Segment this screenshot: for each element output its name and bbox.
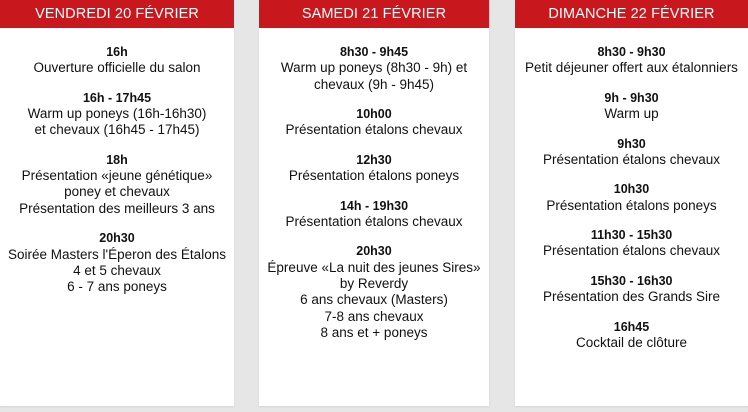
event-description: 4 et 5 chevaux bbox=[73, 262, 161, 278]
event-description: Cocktail de clôture bbox=[575, 334, 688, 350]
event-description: Présentation étalons chevaux bbox=[285, 122, 463, 138]
event-time: 10h00 bbox=[356, 107, 392, 122]
event-description: 6 - 7 ans poneys bbox=[67, 279, 167, 295]
event-description: Présentation étalons chevaux bbox=[542, 151, 721, 167]
day-header: SAMEDI 21 FÉVRIER bbox=[259, 0, 489, 28]
schedule-event bbox=[515, 273, 748, 306]
day-events bbox=[0, 28, 234, 295]
event-description: Présentation étalons chevaux bbox=[285, 213, 463, 229]
event-description: Présentation «jeune génétique» bbox=[21, 168, 213, 184]
event-description: Présentation étalons chevaux bbox=[542, 243, 721, 259]
day-card-friday bbox=[0, 0, 234, 406]
event-description: Petit déjeuner offert aux étalonniers bbox=[525, 60, 738, 76]
event-description: Présentation étalons poneys bbox=[546, 197, 717, 213]
event-time: 12h30 bbox=[356, 152, 392, 167]
event-time: 9h - 9h30 bbox=[604, 90, 659, 105]
event-description: 6 ans chevaux (Masters) bbox=[300, 292, 448, 308]
day-header: DIMANCHE 22 FÉVRIER bbox=[515, 0, 748, 28]
event-time: 16h45 bbox=[613, 319, 650, 334]
event-description: 7-8 ans chevaux bbox=[324, 308, 424, 324]
schedule-event bbox=[515, 90, 748, 123]
day-header: VENDREDI 20 FÉVRIER bbox=[0, 0, 234, 28]
schedule-event bbox=[0, 90, 234, 139]
event-description: 8 ans et + poneys bbox=[320, 324, 428, 340]
event-time: 18h bbox=[106, 152, 128, 167]
event-time: 16h bbox=[106, 45, 128, 59]
event-description: Présentation des meilleurs 3 ans bbox=[19, 200, 215, 216]
day-card-saturday bbox=[259, 0, 489, 406]
schedule-event bbox=[515, 136, 748, 169]
event-time: 20h30 bbox=[356, 244, 392, 259]
event-description: Ouverture officielle du salon bbox=[33, 60, 201, 76]
event-description: chevaux (9h - 9h45) bbox=[313, 76, 435, 92]
event-description: Warm up poneys (8h30 - 9h) et bbox=[280, 60, 468, 76]
event-time: 9h30 bbox=[617, 136, 646, 151]
event-description: Épreuve «La nuit des jeunes Sires» bbox=[267, 259, 481, 275]
event-time: 16h - 17h45 bbox=[82, 90, 152, 105]
event-time: 11h30 - 15h30 bbox=[590, 228, 673, 243]
day-card-sunday bbox=[515, 0, 748, 406]
schedule-event bbox=[0, 230, 234, 295]
schedule-event bbox=[259, 198, 489, 231]
event-description: Warm up bbox=[604, 106, 659, 122]
event-description: poney et chevaux bbox=[64, 184, 170, 200]
schedule-event bbox=[515, 319, 748, 352]
schedule-event bbox=[259, 106, 489, 139]
event-time: 10h30 bbox=[613, 182, 650, 197]
schedule-event bbox=[0, 44, 234, 77]
event-description: Warm up poneys (16h-16h30) bbox=[27, 106, 207, 122]
schedule-event bbox=[259, 152, 489, 185]
schedule-event bbox=[515, 181, 748, 214]
schedule-event bbox=[259, 44, 489, 93]
day-events bbox=[515, 28, 748, 351]
event-time: 20h30 bbox=[99, 231, 135, 246]
event-description: et chevaux (16h45 - 17h45) bbox=[34, 122, 200, 138]
event-description: Soirée Masters l'Éperon des Étalons bbox=[8, 246, 226, 262]
schedule-event bbox=[259, 243, 489, 341]
event-description: Présentation des Grands Sire bbox=[542, 289, 721, 305]
event-description: by Reverdy bbox=[339, 276, 409, 292]
event-time: 14h - 19h30 bbox=[339, 198, 409, 213]
schedule-event bbox=[515, 44, 748, 77]
day-events bbox=[259, 28, 489, 341]
event-description: Présentation étalons poneys bbox=[288, 168, 460, 184]
schedule-event bbox=[515, 227, 748, 260]
event-time: 15h30 - 16h30 bbox=[590, 273, 673, 288]
event-time: 8h30 - 9h45 bbox=[339, 45, 409, 59]
schedule-event bbox=[0, 152, 234, 217]
event-time: 8h30 - 9h30 bbox=[597, 45, 666, 59]
